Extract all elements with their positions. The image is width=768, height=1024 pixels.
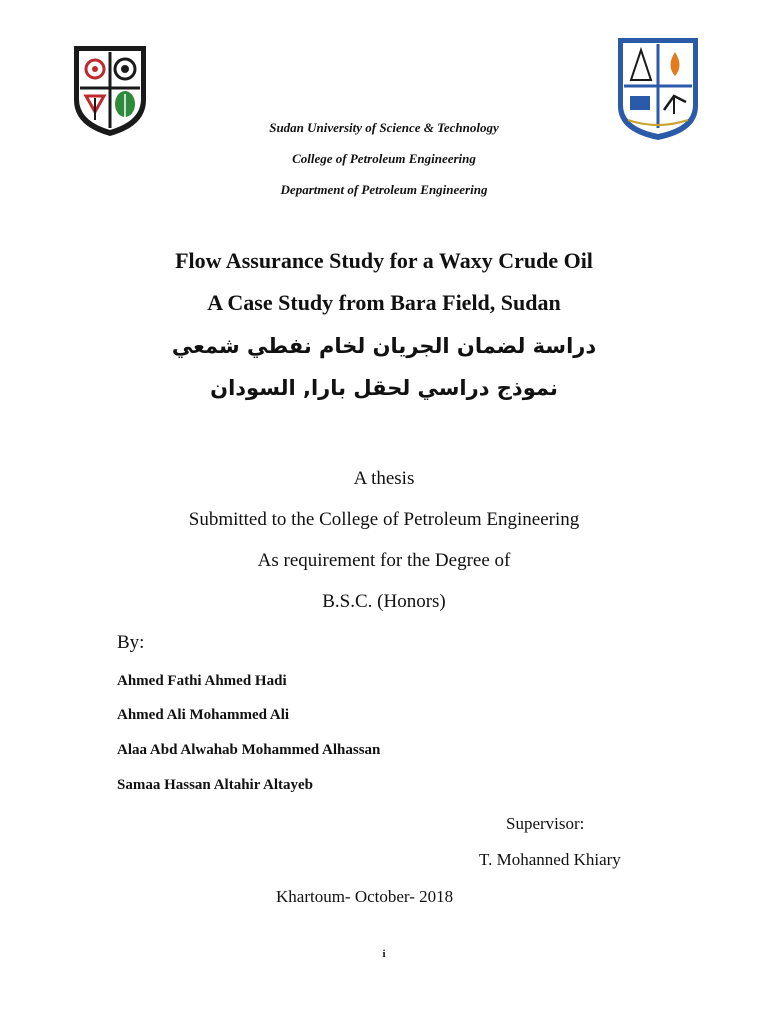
college-name: College of Petroleum Engineering [292,151,476,166]
title-line-1: Flow Assurance Study for a Waxy Crude Oil [175,248,593,273]
page-number: i [382,948,386,960]
title-line-2: A Case Study from Bara Field, Sudan [207,290,561,315]
by-label: By: [117,632,145,653]
author-name: Samaa Hassan Altahir Altayeb [117,777,314,793]
department-name: Department of Petroleum Engineering [280,182,488,197]
author-name: Ahmed Fathi Ahmed Hadi [117,673,287,689]
submitted-to: Submitted to the College of Petroleum Engineering [188,509,580,530]
supervisor-label: Supervisor: [506,814,585,833]
degree-requirement: As requirement for the Degree of [257,550,511,571]
arabic-title-line-1: دراسة لضمان الجريان لخام نفطي شمعي [171,334,597,358]
thesis-label: A thesis [353,468,415,489]
degree-name: B.S.C. (Honors) [322,591,446,612]
supervisor-name: T. Mohanned Khiary [479,850,621,869]
university-name: Sudan University of Science & Technology [269,120,499,135]
author-name: Alaa Abd Alwahab Mohammed Alhassan [117,742,381,758]
author-name: Ahmed Ali Mohammed Ali [117,707,290,723]
place-date: Khartoum- October- 2018 [276,887,454,906]
arabic-title-line-2: نموذج دراسي لحقل بارا, السودان [210,376,558,400]
